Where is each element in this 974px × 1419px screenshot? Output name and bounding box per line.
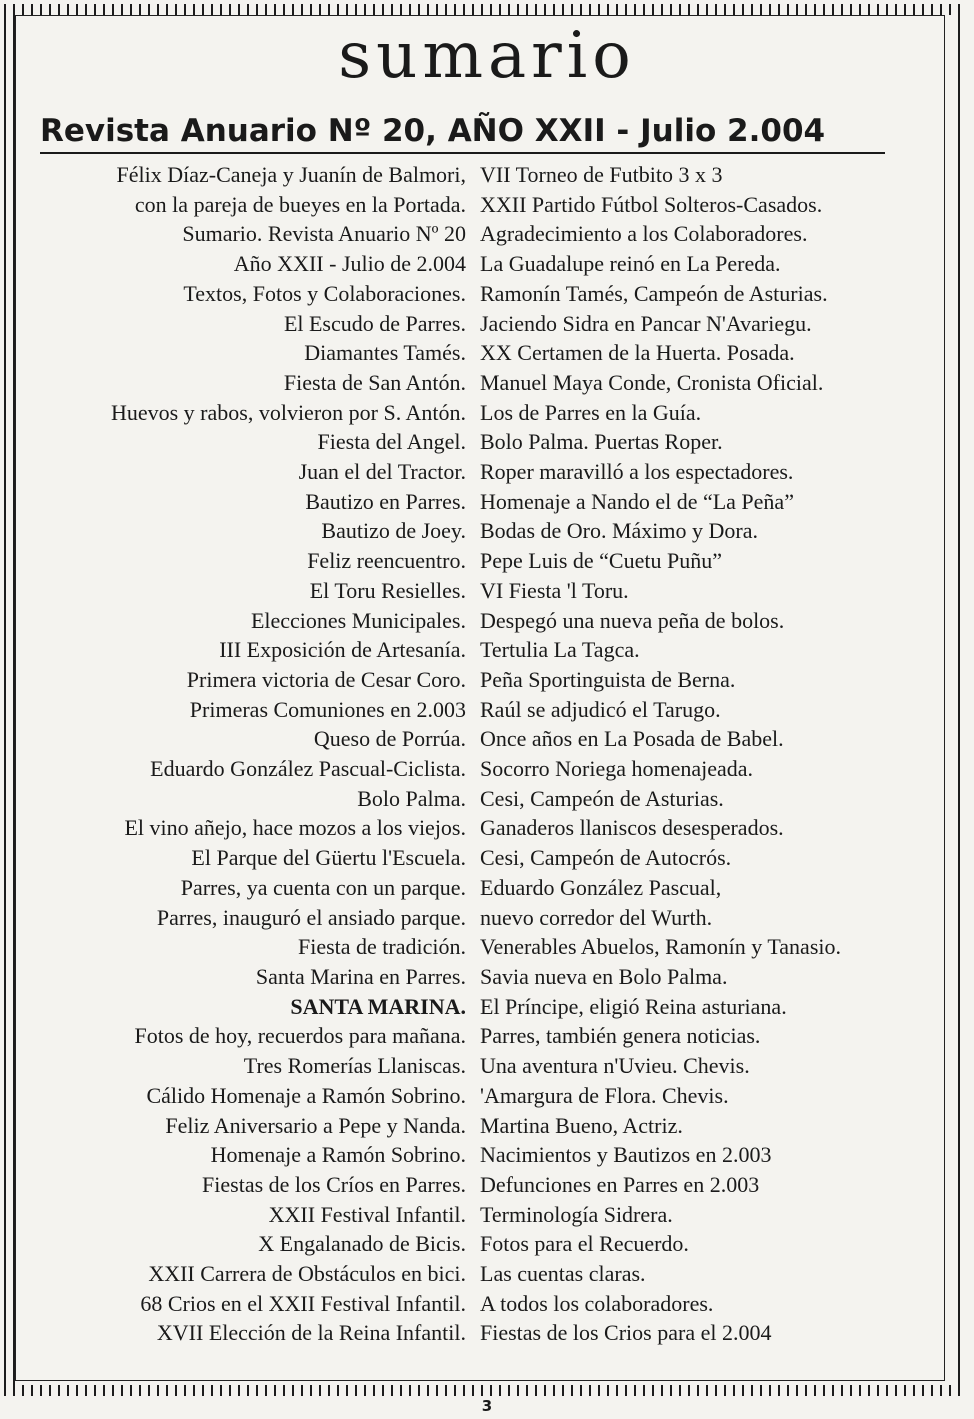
contents-entry: Agradecimiento a los Colaboradores. xyxy=(480,221,808,247)
contents-entry: Bolo Palma. xyxy=(357,785,466,811)
contents-entry: Bautizo de Joey. xyxy=(321,518,466,544)
contents-entry: Juan el del Tractor. xyxy=(298,459,466,485)
contents-entry: Bolo Palma. Puertas Roper. xyxy=(480,429,723,455)
contents-entry: A todos los colaboradores. xyxy=(480,1290,714,1316)
contents-entry: XXII Carrera de Obstáculos en bici. xyxy=(148,1261,466,1287)
contents-entry: SANTA MARINA. xyxy=(290,993,466,1019)
contents-entry: El Parque del Güertu l'Escuela. xyxy=(191,845,466,871)
contents-entry: Año XXII - Julio de 2.004 xyxy=(233,251,466,277)
contents-entry: VII Torneo de Futbito 3 x 3 xyxy=(480,162,723,187)
contents-entry: El Príncipe, eligió Reina asturiana. xyxy=(480,993,787,1019)
contents-entry: Primera victoria de Cesar Coro. xyxy=(186,666,466,692)
contents-entry: III Exposición de Artesanía. xyxy=(219,637,466,663)
contents-entry: Eduardo González Pascual-Ciclista. xyxy=(150,756,466,782)
contents-entry: XXII Partido Fútbol Solteros-Casados. xyxy=(480,191,823,217)
contents-entry: Savia nueva en Bolo Palma. xyxy=(480,963,728,989)
contents-entry: nuevo corredor del Wurth. xyxy=(480,904,713,930)
contents-entry: Fiestas de los Críos en Parres. xyxy=(202,1171,466,1197)
contents-entry: Bodas de Oro. Máximo y Dora. xyxy=(480,518,759,544)
contents-entry: XVII Elección de la Reina Infantil. xyxy=(156,1320,466,1346)
contents-entry: Primeras Comuniones en 2.003 xyxy=(189,696,466,722)
contents-entry: Feliz Aniversario a Pepe y Nanda. xyxy=(165,1112,466,1138)
page-number: 3 xyxy=(481,1397,493,1415)
contents-entry: Queso de Porrúa. xyxy=(313,726,466,752)
contents-entry: La Guadalupe reinó en La Pereda. xyxy=(480,251,781,277)
contents-entry: Diamantes Tamés. xyxy=(304,340,466,366)
contents-entry: Terminología Sidrera. xyxy=(480,1201,673,1227)
contents-entry: Santa Marina en Parres. xyxy=(255,963,466,989)
contents-entry: Jaciendo Sidra en Pancar N'Avariegu. xyxy=(480,310,812,336)
contents-entry: Ganaderos llaniscos desesperados. xyxy=(480,815,784,841)
contents-entry: Fiesta de San Antón. xyxy=(283,369,466,395)
contents-right-column xyxy=(480,160,940,1348)
contents-entry: Parres, ya cuenta con un parque. xyxy=(180,874,466,900)
contents-entry: VI Fiesta 'l Toru. xyxy=(480,577,629,603)
contents-entry: Homenaje a Nando el de “La Peña” xyxy=(480,488,794,514)
contents-entry: El Escudo de Parres. xyxy=(283,310,466,336)
contents-left-column xyxy=(20,160,466,1348)
contents-entry: Manuel Maya Conde, Cronista Oficial. xyxy=(480,369,824,395)
contents-entry: Once años en La Posada de Babel. xyxy=(480,726,784,752)
contents-entry: Fotos para el Recuerdo. xyxy=(480,1231,689,1257)
contents-entry: Feliz reencuentro. xyxy=(307,548,466,574)
contents-entry: Félix Díaz-Caneja y Juanín de Balmori, xyxy=(116,162,466,187)
contents-entry: Despegó una nueva peña de bolos. xyxy=(480,607,785,633)
heading-underline xyxy=(40,152,885,154)
contents-entry: 68 Crios en el XXII Festival Infantil. xyxy=(140,1290,466,1316)
contents-entry: Cesi, Campeón de Autocrós. xyxy=(480,845,732,871)
contents-entry: Textos, Fotos y Colaboraciones. xyxy=(183,280,466,306)
page-title: sumario xyxy=(338,19,636,93)
contents-entry: Socorro Noriega homenajeada. xyxy=(480,756,754,782)
contents-entry: Fiesta del Angel. xyxy=(317,429,466,455)
contents-entry: XX Certamen de la Huerta. Posada. xyxy=(480,340,795,366)
contents-entry: Cesi, Campeón de Asturias. xyxy=(480,785,724,811)
contents-entry: Roper maravilló a los espectadores. xyxy=(480,459,794,485)
contents-entry: Pepe Luis de “Cuetu Puñu” xyxy=(480,548,722,574)
contents-entry: Nacimientos y Bautizos en 2.003 xyxy=(480,1142,772,1168)
contents-entry: Sumario. Revista Anuario Nº 20 xyxy=(182,221,466,247)
contents-entry: Raúl se adjudicó el Tarugo. xyxy=(480,696,721,722)
contents-entry: Huevos y rabos, volvieron por S. Antón. xyxy=(110,399,466,425)
contents-entry: Fiestas de los Crios para el 2.004 xyxy=(480,1320,772,1346)
contents-entry: con la pareja de bueyes en la Portada. xyxy=(134,191,466,217)
contents-entry: Peña Sportinguista de Berna. xyxy=(480,666,736,692)
contents-entry: Las cuentas claras. xyxy=(480,1261,646,1287)
contents-entry: Ramonín Tamés, Campeón de Asturias. xyxy=(480,280,828,306)
contents-entry: Defunciones en Parres en 2.003 xyxy=(480,1171,760,1197)
contents-entry: Parres, inauguró el ansiado parque. xyxy=(156,904,466,930)
magazine-issue-heading: Revista Anuario Nº 20, AÑO XXII - Julio 2.004 xyxy=(40,113,826,149)
contents-entry: El Toru Resielles. xyxy=(309,577,466,603)
contents-entry: Elecciones Municipales. xyxy=(250,607,466,633)
contents-entry: Una aventura n'Uvieu. Chevis. xyxy=(480,1053,750,1079)
contents-entry: Tres Romerías Llaniscas. xyxy=(243,1053,466,1079)
contents-entry: Fiesta de tradición. xyxy=(297,934,466,960)
contents-entry: 'Amargura de Flora. Chevis. xyxy=(480,1082,729,1108)
contents-entry: XXII Festival Infantil. xyxy=(268,1201,466,1227)
contents-entry: Eduardo González Pascual, xyxy=(480,874,722,900)
contents-entry: Parres, también genera noticias. xyxy=(480,1023,761,1049)
contents-entry: Cálido Homenaje a Ramón Sobrino. xyxy=(146,1082,466,1108)
contents-entry: X Engalanado de Bicis. xyxy=(258,1231,466,1257)
contents-entry: Homenaje a Ramón Sobrino. xyxy=(210,1142,466,1168)
contents-entry: Fotos de hoy, recuerdos para mañana. xyxy=(134,1023,466,1049)
contents-entry: Tertulia La Tagca. xyxy=(480,637,640,663)
contents-entry: Bautizo en Parres. xyxy=(305,488,466,514)
contents-entry: Martina Bueno, Actriz. xyxy=(480,1112,683,1138)
contents-entry: Los de Parres en la Guía. xyxy=(480,399,702,425)
contents-entry: Venerables Abuelos, Ramonín y Tanasio. xyxy=(480,934,841,960)
contents-entry: El vino añejo, hace mozos a los viejos. xyxy=(124,815,466,841)
